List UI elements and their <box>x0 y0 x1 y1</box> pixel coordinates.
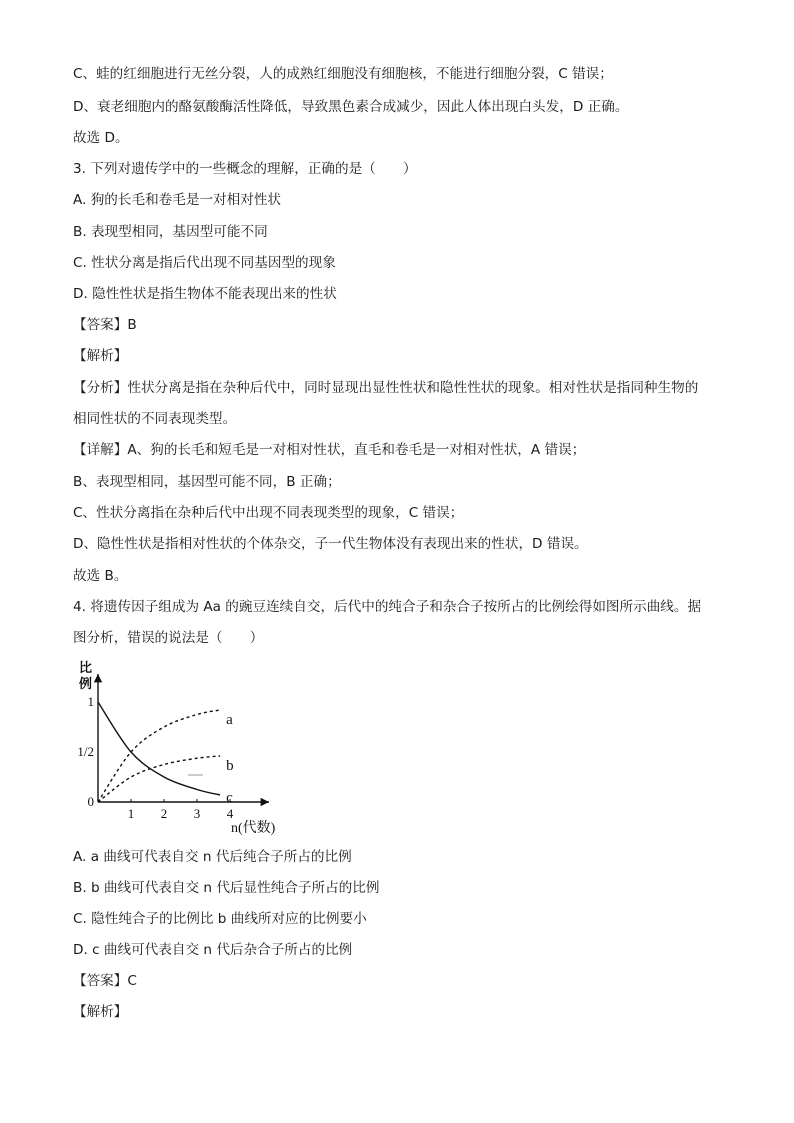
x-tick-label: 3 <box>193 806 201 821</box>
y-tick-label: 1 <box>87 694 94 709</box>
question-3-analysis-heading: 【解析】 <box>73 348 128 364</box>
question-3-analysis-line-1: 【分析】性状分离是指在杂种后代中，同时显现出显性性状和隐性性状的现象。相对性状是指同种生物的 <box>73 380 699 396</box>
question-3-detail-d: D、隐性性状是指相对性状的个体杂交，子一代生物体没有表现出来的性状，D 错误。 <box>73 536 588 552</box>
question-3-option-a: A. 狗的长毛和卷毛是一对相对性状 <box>73 192 282 208</box>
question-4-answer: 【答案】C <box>73 973 137 989</box>
x-tick-label: 1 <box>127 806 135 821</box>
question-3-option-d: D. 隐性性状是指生物体不能表现出来的性状 <box>73 286 337 302</box>
question-3-option-c: C. 性状分离是指后代出现不同基因型的现象 <box>73 255 336 271</box>
series-label-c: c <box>226 790 233 806</box>
x-tick-label: 2 <box>160 806 168 821</box>
y-tick-label: 1/2 <box>77 744 94 759</box>
text-line-1: C、蛙的红细胞进行无丝分裂，人的成熟红细胞没有细胞核，不能进行细胞分裂，C 错误； <box>73 66 613 82</box>
text-line-2: D、衰老细胞内的酪氨酸酶活性降低，导致黑色素合成减少，因此人体出现白头发，D 正确。 <box>73 99 629 115</box>
series-line-a <box>98 710 220 802</box>
x-axis-label: n(代数) <box>231 821 276 836</box>
question-3-stem: 3. 下列对遗传学中的一些概念的理解，正确的是（ ） <box>73 161 417 177</box>
question-4-option-b: B. b 曲线可代表自交 n 代后显性纯合子所占的比例 <box>73 880 380 896</box>
y-tick-label: 0 <box>87 794 94 809</box>
y-axis-label-bottom: 例 <box>79 676 93 691</box>
series-line-b <box>98 756 220 802</box>
question-3-option-b: B. 表现型相同，基因型可能不同 <box>73 224 268 240</box>
ratio-curve-chart <box>73 652 293 842</box>
series-line-c <box>98 702 220 795</box>
question-4-option-c: C. 隐性纯合子的比例比 b 曲线所对应的比例要小 <box>73 911 367 927</box>
question-3-detail-b: B、表现型相同，基因型可能不同，B 正确； <box>73 474 341 490</box>
question-3-analysis-line-2: 相同性状的不同表现类型。 <box>73 411 237 427</box>
text-line-3: 故选 D。 <box>73 130 129 146</box>
question-3-detail-a: 【详解】A、狗的长毛和短毛是一对相对性状，直毛和卷毛是一对相对性状，A 错误； <box>73 442 586 458</box>
x-tick-label: 4 <box>226 806 234 821</box>
question-4-analysis-heading: 【解析】 <box>73 1004 128 1020</box>
question-3-answer: 【答案】B <box>73 317 137 333</box>
question-3-conclusion: 故选 B。 <box>73 568 128 584</box>
question-4-stem-line-1: 4. 将遗传因子组成为 Aa 的豌豆连续自交，后代中的纯合子和杂合子按所占的比例绘得如图所示曲线。据 <box>73 599 702 615</box>
question-4-stem-line-2: 图分析，错误的说法是（ ） <box>73 630 264 646</box>
series-label-a: a <box>226 712 233 728</box>
question-4-option-d: D. c 曲线可代表自交 n 代后杂合子所占的比例 <box>73 942 353 958</box>
series-label-b: b <box>226 758 234 774</box>
question-3-detail-c: C、性状分离指在杂种后代中出现不同表现类型的现象，C 错误； <box>73 505 464 521</box>
question-4-option-a: A. a 曲线可代表自交 n 代后纯合子所占的比例 <box>73 849 352 865</box>
y-axis-label-top: 比 <box>79 660 93 675</box>
